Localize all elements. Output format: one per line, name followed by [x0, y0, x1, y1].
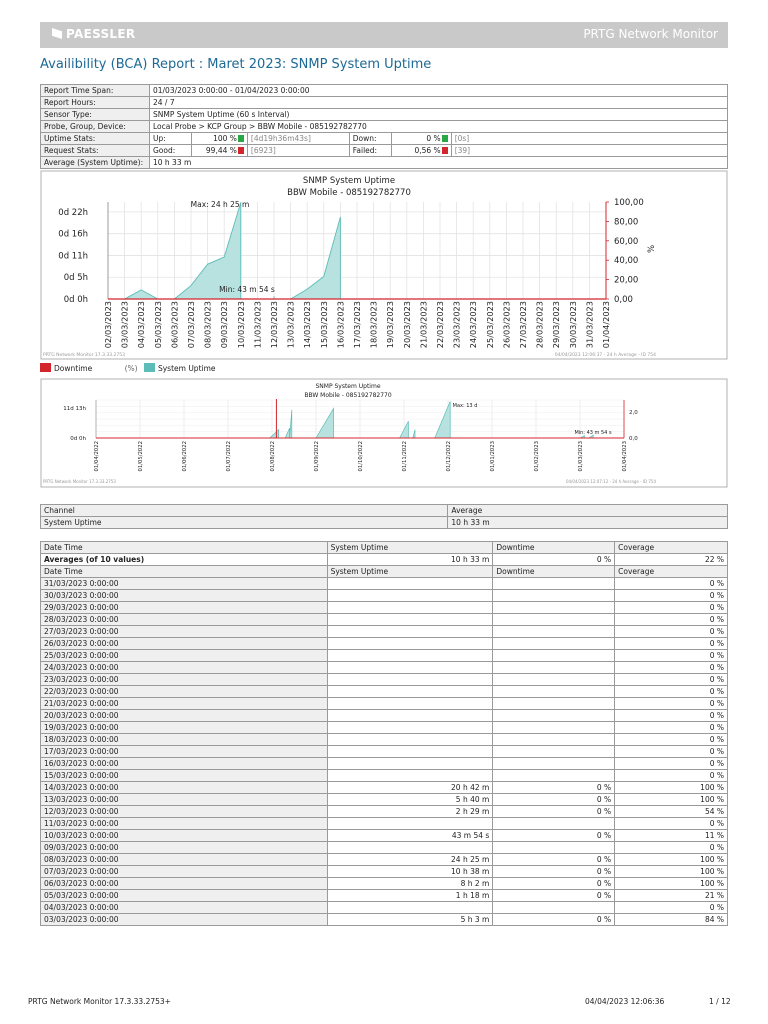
chart1-x-tick-label: 27/03/2023: [518, 301, 528, 349]
chart2-x-tick-label: 01/10/2022: [358, 441, 364, 472]
chart1-x-tick-label: 09/03/2023: [219, 301, 230, 349]
chart1-x-tick-label: 04/03/2023: [136, 301, 147, 349]
row-datetime: 23/03/2023 0:00:00: [41, 674, 328, 686]
row-system-uptime: [327, 770, 493, 782]
row-coverage: 0 %: [615, 674, 728, 686]
row-downtime: [493, 698, 615, 710]
chart1-footer-left: PRTG Network Monitor 17.3.33.2753: [43, 353, 125, 358]
chart2-x-tick-label: 01/07/2022: [226, 441, 232, 472]
row-datetime: 26/03/2023 0:00:00: [41, 638, 328, 650]
row-coverage: 100 %: [615, 866, 728, 878]
row-datetime: 16/03/2023 0:00:00: [41, 758, 328, 770]
value-sensor-type: SNMP System Uptime (60 s Interval): [149, 109, 727, 121]
row-downtime: 0 %: [493, 890, 615, 902]
row-system-uptime: [327, 710, 493, 722]
row-datetime: 28/03/2023 0:00:00: [41, 614, 328, 626]
chart2-x-tick-label: 01/11/2022: [402, 441, 408, 472]
chart1-x-tick-label: 07/03/2023: [186, 301, 196, 349]
chart1-x-tick-label: 30/03/2023: [567, 301, 578, 349]
averages-label: Averages (of 10 values): [41, 554, 328, 566]
row-datetime: 22/03/2023 0:00:00: [41, 686, 328, 698]
chart2-x-tick-label: 01/04/2023: [622, 441, 628, 472]
good-pct-text: 99,44 %: [205, 146, 237, 155]
chart1-title: SNMP System Uptime: [302, 176, 396, 186]
row-system-uptime: [327, 602, 493, 614]
chart1-x-tick-label: 26/03/2023: [501, 301, 512, 349]
row-coverage: 0 %: [615, 602, 728, 614]
row-coverage: 0 %: [615, 734, 728, 746]
table-row: [41, 626, 728, 638]
label-report-hours: Report Hours:: [41, 97, 150, 109]
row-downtime: [493, 818, 615, 830]
row-datetime: 18/03/2023 0:00:00: [41, 734, 328, 746]
subheader-downtime: Downtime: [493, 566, 615, 578]
row-datetime: 10/03/2023 0:00:00: [41, 830, 328, 842]
legend-downtime: Downtime: [54, 364, 93, 373]
label-probe: Probe, Group, Device:: [41, 121, 150, 133]
chart1-max-label: Max: 24 h 25 m: [190, 200, 250, 209]
chart2-min-label: Min: 43 m 54 s: [574, 430, 612, 436]
row-system-uptime: 2 h 29 m: [327, 806, 493, 818]
footer-product: PRTG Network Monitor 17.3.33.2753+: [28, 997, 171, 1006]
row-datetime: 24/03/2023 0:00:00: [41, 662, 328, 674]
row-coverage: 0 %: [615, 626, 728, 638]
row-downtime: [493, 722, 615, 734]
channel-table: [40, 504, 728, 529]
row-datetime: 13/03/2023 0:00:00: [41, 794, 328, 806]
footer-page: 1 / 12: [709, 997, 731, 1006]
channel-average: 10 h 33 m: [448, 517, 728, 529]
table-row: [41, 866, 728, 878]
label-request-stats: Request Stats:: [41, 145, 150, 157]
summary-row-uptime: [41, 133, 728, 145]
chart2-x-tick-label: 01/06/2022: [182, 441, 188, 472]
legend-uptime-swatch: [144, 363, 155, 372]
table-row: [41, 758, 728, 770]
chart1-x-tick-label: 11/03/2023: [252, 301, 263, 349]
subheader-system-uptime: System Uptime: [327, 566, 493, 578]
chart1-x-tick-label: 08/03/2023: [202, 301, 213, 349]
row-downtime: [493, 662, 615, 674]
row-system-uptime: [327, 662, 493, 674]
chart2-x-tick-label: 01/05/2022: [138, 441, 144, 472]
row-system-uptime: 24 h 25 m: [327, 854, 493, 866]
table-row: [41, 878, 728, 890]
table-row: [41, 890, 728, 902]
table-row: [41, 710, 728, 722]
row-coverage: 0 %: [615, 650, 728, 662]
chart2-x-tick-label: 01/03/2023: [578, 441, 584, 472]
row-coverage: 0 %: [615, 686, 728, 698]
chart1-y-right-tick-label: 20,00: [614, 275, 639, 286]
chart1-x-tick-label: 29/03/2023: [551, 301, 562, 349]
row-system-uptime: 43 m 54 s: [327, 830, 493, 842]
table-row: [41, 902, 728, 914]
row-datetime: 31/03/2023 0:00:00: [41, 578, 328, 590]
table-row: [41, 650, 728, 662]
value-up-pct: [191, 133, 247, 145]
label-average: Average (System Uptime):: [41, 157, 150, 169]
row-coverage: 54 %: [615, 806, 728, 818]
row-downtime: 0 %: [493, 794, 615, 806]
chart1-x-tick-label: 01/04/2023: [601, 301, 611, 349]
channel-header-row: [41, 505, 728, 517]
chart1-y-left-tick-label: 0d 22h: [58, 207, 88, 218]
chart-legend: [40, 363, 216, 373]
row-downtime: 0 %: [493, 782, 615, 794]
table-row: [41, 914, 728, 926]
chart2-footer-left: PRTG Network Monitor 17.3.33.2753: [43, 479, 116, 484]
header-banner: [40, 22, 728, 48]
row-downtime: [493, 626, 615, 638]
row-coverage: 0 %: [615, 722, 728, 734]
row-system-uptime: [327, 842, 493, 854]
row-system-uptime: 5 h 3 m: [327, 914, 493, 926]
row-coverage: 0 %: [615, 638, 728, 650]
chart1-y-right-tick-label: 100,00: [614, 198, 644, 208]
header-datetime: Date Time: [41, 542, 328, 554]
chart2-subtitle: BBW Mobile - 085192782770: [304, 392, 392, 399]
chart1-x-tick-label: 02/03/2023: [103, 301, 113, 349]
row-datetime: 19/03/2023 0:00:00: [41, 722, 328, 734]
row-downtime: 0 %: [493, 878, 615, 890]
averages-downtime: 0 %: [493, 554, 615, 566]
row-system-uptime: [327, 698, 493, 710]
row-downtime: [493, 746, 615, 758]
row-downtime: [493, 578, 615, 590]
row-downtime: [493, 734, 615, 746]
table-row: [41, 854, 728, 866]
summary-row-average: [41, 157, 728, 169]
table-row: [41, 722, 728, 734]
row-coverage: 0 %: [615, 662, 728, 674]
table-row: [41, 602, 728, 614]
footer-date: 04/04/2023 12:06:36: [585, 997, 665, 1006]
row-system-uptime: 20 h 42 m: [327, 782, 493, 794]
chart1-y-left-tick-label: 0d 5h: [63, 273, 88, 284]
channel-row: [41, 517, 728, 529]
row-downtime: [493, 842, 615, 854]
chart1-x-tick-label: 28/03/2023: [534, 300, 545, 349]
chart1-x-tick-label: 17/03/2023: [352, 301, 362, 349]
row-datetime: 03/03/2023 0:00:00: [41, 914, 328, 926]
chart1-y-left-tick-label: 0d 16h: [58, 229, 88, 240]
data-table-header: [41, 542, 728, 554]
chart1-right-unit: %: [647, 244, 657, 253]
row-system-uptime: [327, 650, 493, 662]
table-row: [41, 674, 728, 686]
row-coverage: 0 %: [615, 698, 728, 710]
chart2-x-tick-label: 01/08/2022: [270, 441, 276, 472]
row-datetime: 04/03/2023 0:00:00: [41, 902, 328, 914]
chart1-x-tick-label: 21/03/2023: [418, 301, 429, 349]
table-row: [41, 794, 728, 806]
value-failed-pct: [391, 145, 451, 157]
row-downtime: [493, 758, 615, 770]
row-system-uptime: [327, 638, 493, 650]
chart1-x-tick-label: 10/03/2023: [235, 301, 246, 349]
chart1-y-left-tick-label: 0d 11h: [58, 251, 88, 262]
row-downtime: [493, 770, 615, 782]
legend-downtime-swatch: [40, 363, 51, 372]
table-row: [41, 746, 728, 758]
summary-row-sensor: [41, 109, 728, 121]
value-good-pct: [191, 145, 247, 157]
legend-unit: (%): [124, 364, 138, 373]
summary-row-timespan: [41, 85, 728, 97]
chart1-x-tick-label: 06/03/2023: [169, 301, 180, 349]
row-downtime: [493, 674, 615, 686]
table-row: [41, 782, 728, 794]
row-coverage: 0 %: [615, 614, 728, 626]
header-coverage: Coverage: [615, 542, 728, 554]
value-down-pct: [391, 133, 451, 145]
chart2-x-tick-label: 01/12/2022: [446, 441, 452, 472]
table-row: [41, 578, 728, 590]
chart1-x-tick-label: 13/03/2023: [285, 301, 296, 349]
header-system-uptime: System Uptime: [327, 542, 493, 554]
value-failed-count: [39]: [451, 145, 727, 157]
row-datetime: 07/03/2023 0:00:00: [41, 866, 328, 878]
row-downtime: 0 %: [493, 854, 615, 866]
channel-name: System Uptime: [41, 517, 448, 529]
row-coverage: 100 %: [615, 782, 728, 794]
label-sensor-type: Sensor Type:: [41, 109, 150, 121]
data-table-subheader: [41, 566, 728, 578]
row-datetime: 06/03/2023 0:00:00: [41, 878, 328, 890]
row-coverage: 21 %: [615, 890, 728, 902]
product-name: PRTG Network Monitor: [583, 27, 718, 41]
row-downtime: 0 %: [493, 866, 615, 878]
averages-coverage: 22 %: [615, 554, 728, 566]
chart1-x-tick-label: 19/03/2023: [385, 301, 396, 349]
label-good: Good:: [149, 145, 191, 157]
row-system-uptime: [327, 626, 493, 638]
row-system-uptime: [327, 818, 493, 830]
table-row: [41, 842, 728, 854]
uptime-chart-daily: [40, 170, 728, 360]
row-coverage: 0 %: [615, 746, 728, 758]
row-downtime: 0 %: [493, 830, 615, 842]
good-status-icon: [238, 147, 244, 154]
down-status-icon: [442, 135, 448, 142]
table-row: [41, 734, 728, 746]
row-coverage: 0 %: [615, 590, 728, 602]
chart2-max-label: Max: 13 d: [452, 403, 478, 409]
table-row: [41, 830, 728, 842]
chart2-y-right-top: 2,0: [629, 410, 638, 416]
chart1-x-tick-label: 14/03/2023: [302, 301, 313, 349]
row-datetime: 25/03/2023 0:00:00: [41, 650, 328, 662]
value-good-count: [6923]: [247, 145, 349, 157]
row-system-uptime: [327, 674, 493, 686]
label-down: Down:: [349, 133, 391, 145]
failed-pct-text: 0,56 %: [414, 146, 441, 155]
chart1-x-tick-label: 24/03/2023: [468, 301, 479, 349]
table-row: [41, 686, 728, 698]
row-downtime: [493, 710, 615, 722]
table-row: [41, 818, 728, 830]
row-downtime: [493, 650, 615, 662]
row-downtime: 0 %: [493, 806, 615, 818]
chart1-x-tick-label: 18/03/2023: [368, 301, 379, 349]
row-datetime: 14/03/2023 0:00:00: [41, 782, 328, 794]
chart2-y-left-top: 11d 13h: [63, 406, 86, 412]
row-datetime: 21/03/2023 0:00:00: [41, 698, 328, 710]
paessler-logo: [52, 27, 135, 41]
label-up: Up:: [149, 133, 191, 145]
summary-row-requests: [41, 145, 728, 157]
chart1-x-tick-label: 31/03/2023: [584, 301, 595, 349]
chart1-y-right-tick-label: 40,00: [614, 256, 639, 267]
row-coverage: 100 %: [615, 854, 728, 866]
row-datetime: 09/03/2023 0:00:00: [41, 842, 328, 854]
row-system-uptime: [327, 578, 493, 590]
averages-row: [41, 554, 728, 566]
down-pct-text: 0 %: [426, 134, 441, 143]
row-datetime: 08/03/2023 0:00:00: [41, 854, 328, 866]
row-coverage: 11 %: [615, 830, 728, 842]
up-status-icon: [238, 135, 244, 142]
table-row: [41, 698, 728, 710]
row-system-uptime: [327, 902, 493, 914]
row-downtime: [493, 614, 615, 626]
data-table: [40, 541, 728, 926]
value-down-duration: [0s]: [451, 133, 727, 145]
value-time-span: 01/03/2023 0:00:00 - 01/04/2023 0:00:00: [149, 85, 727, 97]
averages-uptime: 10 h 33 m: [327, 554, 493, 566]
row-coverage: 0 %: [615, 710, 728, 722]
row-system-uptime: [327, 722, 493, 734]
row-coverage: 0 %: [615, 758, 728, 770]
subheader-coverage: Coverage: [615, 566, 728, 578]
chart1-y-right-tick-label: 0,00: [614, 295, 633, 305]
row-coverage: 0 %: [615, 578, 728, 590]
chart2-y-right-bottom: 0,0: [629, 436, 638, 442]
report-title: Availibility (BCA) Report : Maret 2023: SNMP System Uptime: [40, 57, 432, 72]
chart2-title: SNMP System Uptime: [315, 383, 381, 390]
row-system-uptime: 8 h 2 m: [327, 878, 493, 890]
row-downtime: 0 %: [493, 914, 615, 926]
failed-status-icon: [442, 147, 448, 154]
table-row: [41, 590, 728, 602]
table-row: [41, 806, 728, 818]
chart1-x-tick-label: 05/03/2023: [152, 301, 163, 349]
row-coverage: 84 %: [615, 914, 728, 926]
row-downtime: [493, 902, 615, 914]
uptime-chart-yearly: [40, 378, 728, 488]
chart1-x-tick-label: 12/03/2023: [269, 301, 279, 349]
row-downtime: [493, 590, 615, 602]
chart1-min-label: Min: 43 m 54 s: [219, 285, 275, 294]
brand-text: PAESSLER: [66, 27, 136, 41]
row-downtime: [493, 602, 615, 614]
chart1-x-tick-label: 03/03/2023: [119, 301, 130, 349]
summary-row-hours: [41, 97, 728, 109]
chart1-y-right-tick-label: 60,00: [614, 236, 639, 247]
value-average: 10 h 33 m: [149, 157, 727, 169]
row-coverage: 100 %: [615, 794, 728, 806]
row-system-uptime: 1 h 18 m: [327, 890, 493, 902]
chart2-footer-right: 04/04/2023 12:07:12 - 24 h Average - ID 754: [565, 479, 656, 484]
label-failed: Failed:: [349, 145, 391, 157]
row-datetime: 20/03/2023 0:00:00: [41, 710, 328, 722]
average-col-header: Average: [448, 505, 728, 517]
row-system-uptime: 5 h 40 m: [327, 794, 493, 806]
row-coverage: 0 %: [615, 770, 728, 782]
row-system-uptime: 10 h 38 m: [327, 866, 493, 878]
row-datetime: 27/03/2023 0:00:00: [41, 626, 328, 638]
channel-col-header: Channel: [41, 505, 448, 517]
row-datetime: 30/03/2023 0:00:00: [41, 590, 328, 602]
up-pct-text: 100 %: [213, 134, 237, 143]
chart1-footer-right: 04/04/2023 12:06:37 - 24 h Average - ID 754: [554, 353, 656, 358]
row-system-uptime: [327, 746, 493, 758]
row-system-uptime: [327, 590, 493, 602]
row-system-uptime: [327, 614, 493, 626]
row-datetime: 05/03/2023 0:00:00: [41, 890, 328, 902]
chart1-x-tick-label: 16/03/2023: [335, 301, 346, 349]
row-coverage: 0 %: [615, 818, 728, 830]
chart1-subtitle: BBW Mobile - 085192782770: [287, 188, 411, 198]
row-datetime: 12/03/2023 0:00:00: [41, 806, 328, 818]
paessler-mark-icon: [52, 28, 62, 39]
table-row: [41, 614, 728, 626]
chart1-x-tick-label: 25/03/2023: [484, 301, 495, 349]
row-coverage: 0 %: [615, 902, 728, 914]
chart2-x-tick-label: 01/01/2023: [490, 441, 496, 472]
row-datetime: 17/03/2023 0:00:00: [41, 746, 328, 758]
value-probe: Local Probe > KCP Group > BBW Mobile - 085192782770: [149, 121, 727, 133]
row-coverage: 0 %: [615, 842, 728, 854]
row-downtime: [493, 638, 615, 650]
row-system-uptime: [327, 734, 493, 746]
summary-table: [40, 84, 728, 169]
chart1-x-tick-label: 22/03/2023: [435, 301, 445, 349]
label-uptime-stats: Uptime Stats:: [41, 133, 150, 145]
row-system-uptime: [327, 758, 493, 770]
row-coverage: 100 %: [615, 878, 728, 890]
value-report-hours: 24 / 7: [149, 97, 727, 109]
table-row: [41, 638, 728, 650]
row-system-uptime: [327, 686, 493, 698]
summary-row-probe: [41, 121, 728, 133]
chart1-y-left-tick-label: 0d 0h: [63, 295, 88, 305]
chart1-x-tick-label: 15/03/2023: [318, 301, 329, 349]
table-row: [41, 770, 728, 782]
row-datetime: 29/03/2023 0:00:00: [41, 602, 328, 614]
row-datetime: 11/03/2023 0:00:00: [41, 818, 328, 830]
chart1-x-tick-label: 23/03/2023: [451, 301, 462, 349]
subheader-datetime: Date Time: [41, 566, 328, 578]
chart2-y-left-bottom: 0d 0h: [70, 436, 86, 442]
chart2-x-tick-label: 01/04/2022: [94, 441, 100, 472]
chart2-x-tick-label: 01/09/2022: [314, 441, 320, 472]
header-downtime: Downtime: [493, 542, 615, 554]
value-up-duration: [4d19h36m43s]: [247, 133, 349, 145]
chart1-y-right-tick-label: 80,00: [614, 217, 639, 228]
chart1-x-tick-label: 20/03/2023: [401, 301, 412, 349]
chart2-x-tick-label: 01/02/2023: [534, 441, 540, 472]
legend-uptime: System Uptime: [157, 364, 216, 373]
label-time-span: Report Time Span:: [41, 85, 150, 97]
row-downtime: [493, 686, 615, 698]
row-datetime: 15/03/2023 0:00:00: [41, 770, 328, 782]
table-row: [41, 662, 728, 674]
